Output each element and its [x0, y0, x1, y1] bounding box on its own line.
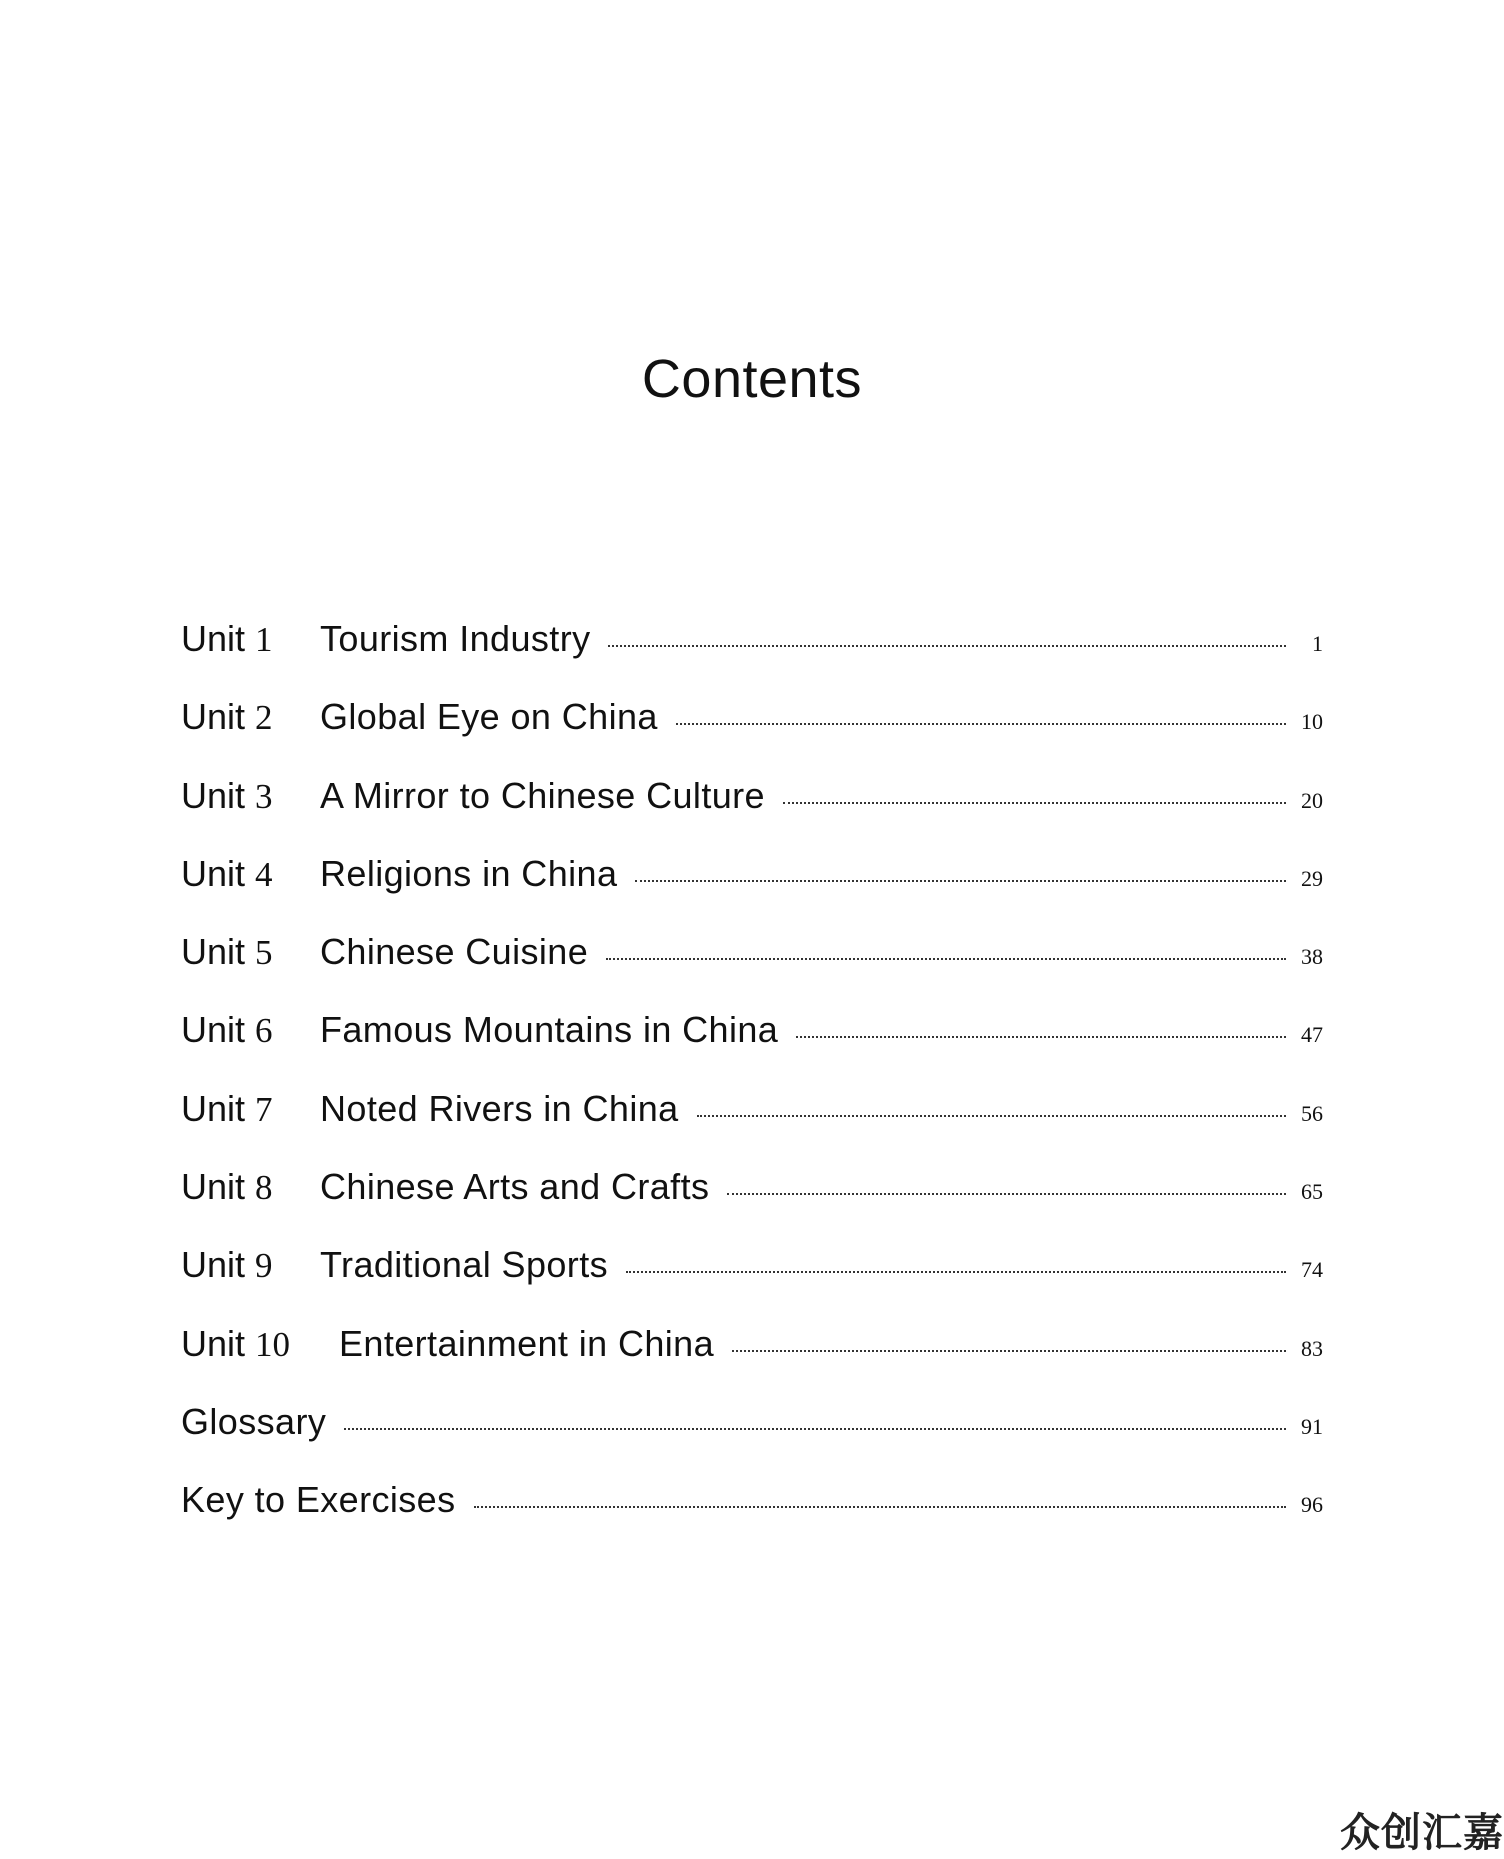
dot-leader — [676, 723, 1286, 725]
entry-title: Chinese Cuisine — [320, 931, 589, 973]
page-number: 38 — [1301, 944, 1323, 970]
unit-number: 9 — [255, 1246, 273, 1286]
page-number: 74 — [1301, 1257, 1323, 1283]
page-number: 83 — [1301, 1335, 1323, 1361]
unit-number: 2 — [255, 698, 273, 738]
toc-entry-unit-7[interactable] — [181, 1088, 1323, 1166]
toc-entry-unit-1[interactable] — [181, 618, 1323, 696]
dot-leader — [697, 1115, 1286, 1117]
page-number: 1 — [1312, 631, 1323, 656]
page-number: 91 — [1301, 1413, 1323, 1439]
unit-number: 5 — [255, 933, 273, 973]
unit-label — [181, 1244, 320, 1286]
unit-label — [181, 1166, 320, 1208]
toc-entry-unit-2[interactable] — [181, 696, 1323, 774]
entry-title: Global Eye on China — [320, 696, 658, 738]
dot-leader — [732, 1350, 1286, 1352]
dot-leader — [635, 880, 1286, 882]
unit-number: 3 — [255, 776, 273, 816]
dot-leader — [608, 645, 1286, 647]
unit-label — [181, 1009, 320, 1051]
entry-title: Noted Rivers in China — [320, 1087, 679, 1129]
entry-title: Religions in China — [320, 852, 618, 894]
table-of-contents — [181, 618, 1323, 1558]
unit-number: 1 — [255, 620, 273, 659]
page-number: 20 — [1301, 787, 1323, 813]
entry-title: Key to Exercises — [181, 1479, 456, 1521]
unit-label — [181, 618, 320, 660]
entry-title: Famous Mountains in China — [320, 1009, 779, 1051]
unit-label — [181, 1323, 339, 1365]
dot-leader — [727, 1193, 1286, 1195]
toc-entry-glossary[interactable] — [181, 1401, 1323, 1479]
unit-word: Unit — [181, 1322, 246, 1364]
entry-title: Entertainment in China — [339, 1322, 715, 1364]
unit-label — [181, 775, 320, 817]
dot-leader — [626, 1271, 1286, 1273]
unit-word: Unit — [181, 618, 246, 659]
unit-number: 10 — [255, 1324, 291, 1364]
unit-number: 8 — [255, 1168, 273, 1208]
page-number: 10 — [1301, 709, 1323, 735]
unit-word: Unit — [181, 852, 246, 894]
unit-word: Unit — [181, 1166, 246, 1208]
page-title: Contents — [641, 349, 863, 409]
dot-leader — [783, 802, 1286, 804]
unit-label — [181, 696, 320, 738]
unit-word: Unit — [181, 1244, 246, 1286]
unit-word: Unit — [181, 1009, 246, 1051]
entry-title: Glossary — [181, 1400, 327, 1442]
toc-entry-unit-9[interactable] — [181, 1244, 1323, 1322]
entry-title: Chinese Arts and Crafts — [320, 1166, 710, 1208]
entry-title: Tourism Industry — [320, 618, 591, 659]
toc-entry-unit-8[interactable] — [181, 1166, 1323, 1244]
unit-word: Unit — [181, 931, 246, 973]
entry-title: Traditional Sports — [320, 1244, 608, 1286]
unit-label — [181, 853, 320, 895]
watermark-logo: 众创汇嘉 — [1340, 1810, 1504, 1856]
unit-word: Unit — [181, 696, 246, 738]
unit-word: Unit — [181, 1087, 246, 1129]
toc-entry-unit-5[interactable] — [181, 931, 1323, 1009]
toc-entry-unit-10[interactable] — [181, 1323, 1323, 1401]
dot-leader — [796, 1036, 1286, 1038]
dot-leader — [474, 1506, 1286, 1508]
toc-entry-key-to-exercises[interactable] — [181, 1479, 1323, 1557]
dot-leader — [344, 1428, 1286, 1430]
entry-title: A Mirror to Chinese Culture — [320, 774, 765, 816]
unit-number: 4 — [255, 854, 273, 894]
page-number: 56 — [1301, 1100, 1323, 1126]
unit-label — [181, 1088, 320, 1130]
unit-word: Unit — [181, 774, 246, 816]
toc-entry-unit-4[interactable] — [181, 853, 1323, 931]
unit-number: 7 — [255, 1089, 273, 1129]
toc-entry-unit-3[interactable] — [181, 775, 1323, 853]
page-number: 65 — [1301, 1179, 1323, 1205]
page-number: 96 — [1301, 1492, 1323, 1518]
page-number: 29 — [1301, 865, 1323, 891]
toc-entry-unit-6[interactable] — [181, 1009, 1323, 1087]
unit-number: 6 — [255, 1011, 273, 1051]
page-number: 47 — [1301, 1022, 1323, 1048]
unit-label — [181, 931, 320, 973]
dot-leader — [606, 958, 1286, 960]
